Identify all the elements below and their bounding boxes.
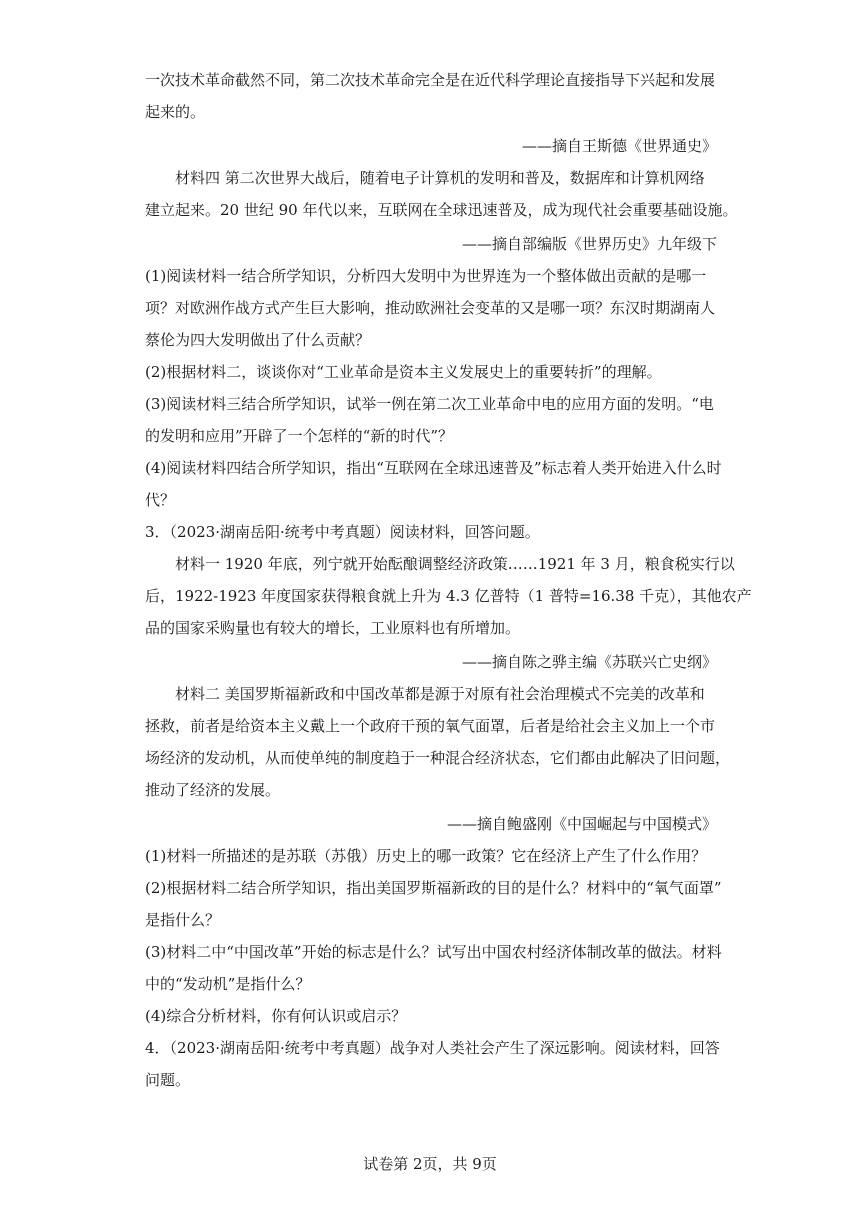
q2-sub1-line: (1)阅读材料一结合所学知识，分析四大发明中为世界连为一个整体做出贡献的是哪一 <box>145 267 707 285</box>
q3-material2-line: 拯救，前者是给资本主义戴上一个政府干预的氧气面罩，后者是给社会主义加上一个市 <box>145 717 716 735</box>
q2-sub1-line: 蔡伦为四大发明做出了什么贡献？ <box>145 331 371 349</box>
q3-material1-line: 品的国家采购量也有较大的增长，工业原料也有所增加。 <box>145 619 521 637</box>
q2-sub3-line: (3)阅读材料三结合所学知识，试举一例在第二次工业革命中电的应用方面的发明。“电 <box>145 395 714 413</box>
q2-sub2-line: (2)根据材料二，谈谈你对“工业革命是资本主义发展史上的重要转折”的理解。 <box>145 363 662 381</box>
question4-header-line: 问题。 <box>145 1071 191 1089</box>
q3-material1-line: 后，1922-1923 年度国家获得粮食就上升为 4.3 亿普特（1 普特=16.38 千克），其他农产 <box>145 587 752 605</box>
material4-source: ——摘自部编版《世界历史》九年级下 <box>461 235 717 253</box>
q2-sub4-line: (4)阅读材料四结合所学知识，指出“互联网在全球迅速普及”标志着人类开始进入什么时 <box>145 459 722 477</box>
material3-source: ——摘自王斯德《世界通史》 <box>521 137 717 155</box>
q3-material1-source: ——摘自陈之骅主编《苏联兴亡史纲》 <box>461 653 717 671</box>
document-page <box>145 64 752 1096</box>
q3-material2-line: 场经济的发动机，从而使单纯的制度趋于一种混合经济状态，它们都由此解决了旧问题， <box>145 749 731 767</box>
q2-sub3-line: 的发明和应用”开辟了一个怎样的“新的时代”？ <box>145 427 454 445</box>
question3-header: 3．（2023·湖南岳阳·统考中考真题）阅读材料，回答问题。 <box>145 523 540 541</box>
page-footer: 试卷第 2页，共 9页 <box>363 1155 497 1173</box>
q3-sub1-line: (1)材料一所描述的是苏联（苏俄）历史上的哪一政策？它在经济上产生了什么作用？ <box>145 847 707 865</box>
material4-line: 建立起来。20 世纪 90 年代以来，互联网在全球迅速普及，成为现代社会重要基础设施。 <box>145 201 738 219</box>
question4-header-line: 4．（2023·湖南岳阳·统考中考真题）战争对人类社会产生了深远影响。阅读材料，回答 <box>145 1039 720 1057</box>
material3-continuation-line: 一次技术革命截然不同，第二次技术革命完全是在近代科学理论直接指导下兴起和发展 <box>145 71 716 89</box>
q3-material2-line: 推动了经济的发展。 <box>145 781 281 799</box>
material3-continuation-line: 起来的。 <box>145 103 206 121</box>
q3-material2-line: 材料二 美国罗斯福新政和中国改革都是源于对原有社会治理模式不完美的改革和 <box>175 685 705 703</box>
q2-sub4-line: 代？ <box>145 491 176 509</box>
material4-line: 材料四 第二次世界大战后，随着电子计算机的发明和普及，数据库和计算机网络 <box>175 169 705 187</box>
q3-material1-line: 材料一 1920 年底，列宁就开始酝酿调整经济政策……1921 年 3 月，粮食税实行以 <box>175 555 735 573</box>
q3-sub3-line: (3)材料二中“中国改革”开始的标志是什么？试写出中国农村经济体制改革的做法。材料 <box>145 943 722 961</box>
q3-sub2-line: 是指什么？ <box>145 911 221 929</box>
q3-sub3-line: 中的“发动机”是指什么？ <box>145 975 311 993</box>
q2-sub1-line: 项？对欧洲作战方式产生巨大影响，推动欧洲社会变革的又是哪一项？东汉时期湖南人 <box>145 299 716 317</box>
q3-material2-source: ——摘自鲍盛刚《中国崛起与中国模式》 <box>446 815 717 833</box>
q3-sub2-line: (2)根据材料二结合所学知识，指出美国罗斯福新政的目的是什么？材料中的“氧气面罩” <box>145 879 722 897</box>
q3-sub4-line: (4)综合分析材料，你有何认识或启示？ <box>145 1007 407 1025</box>
